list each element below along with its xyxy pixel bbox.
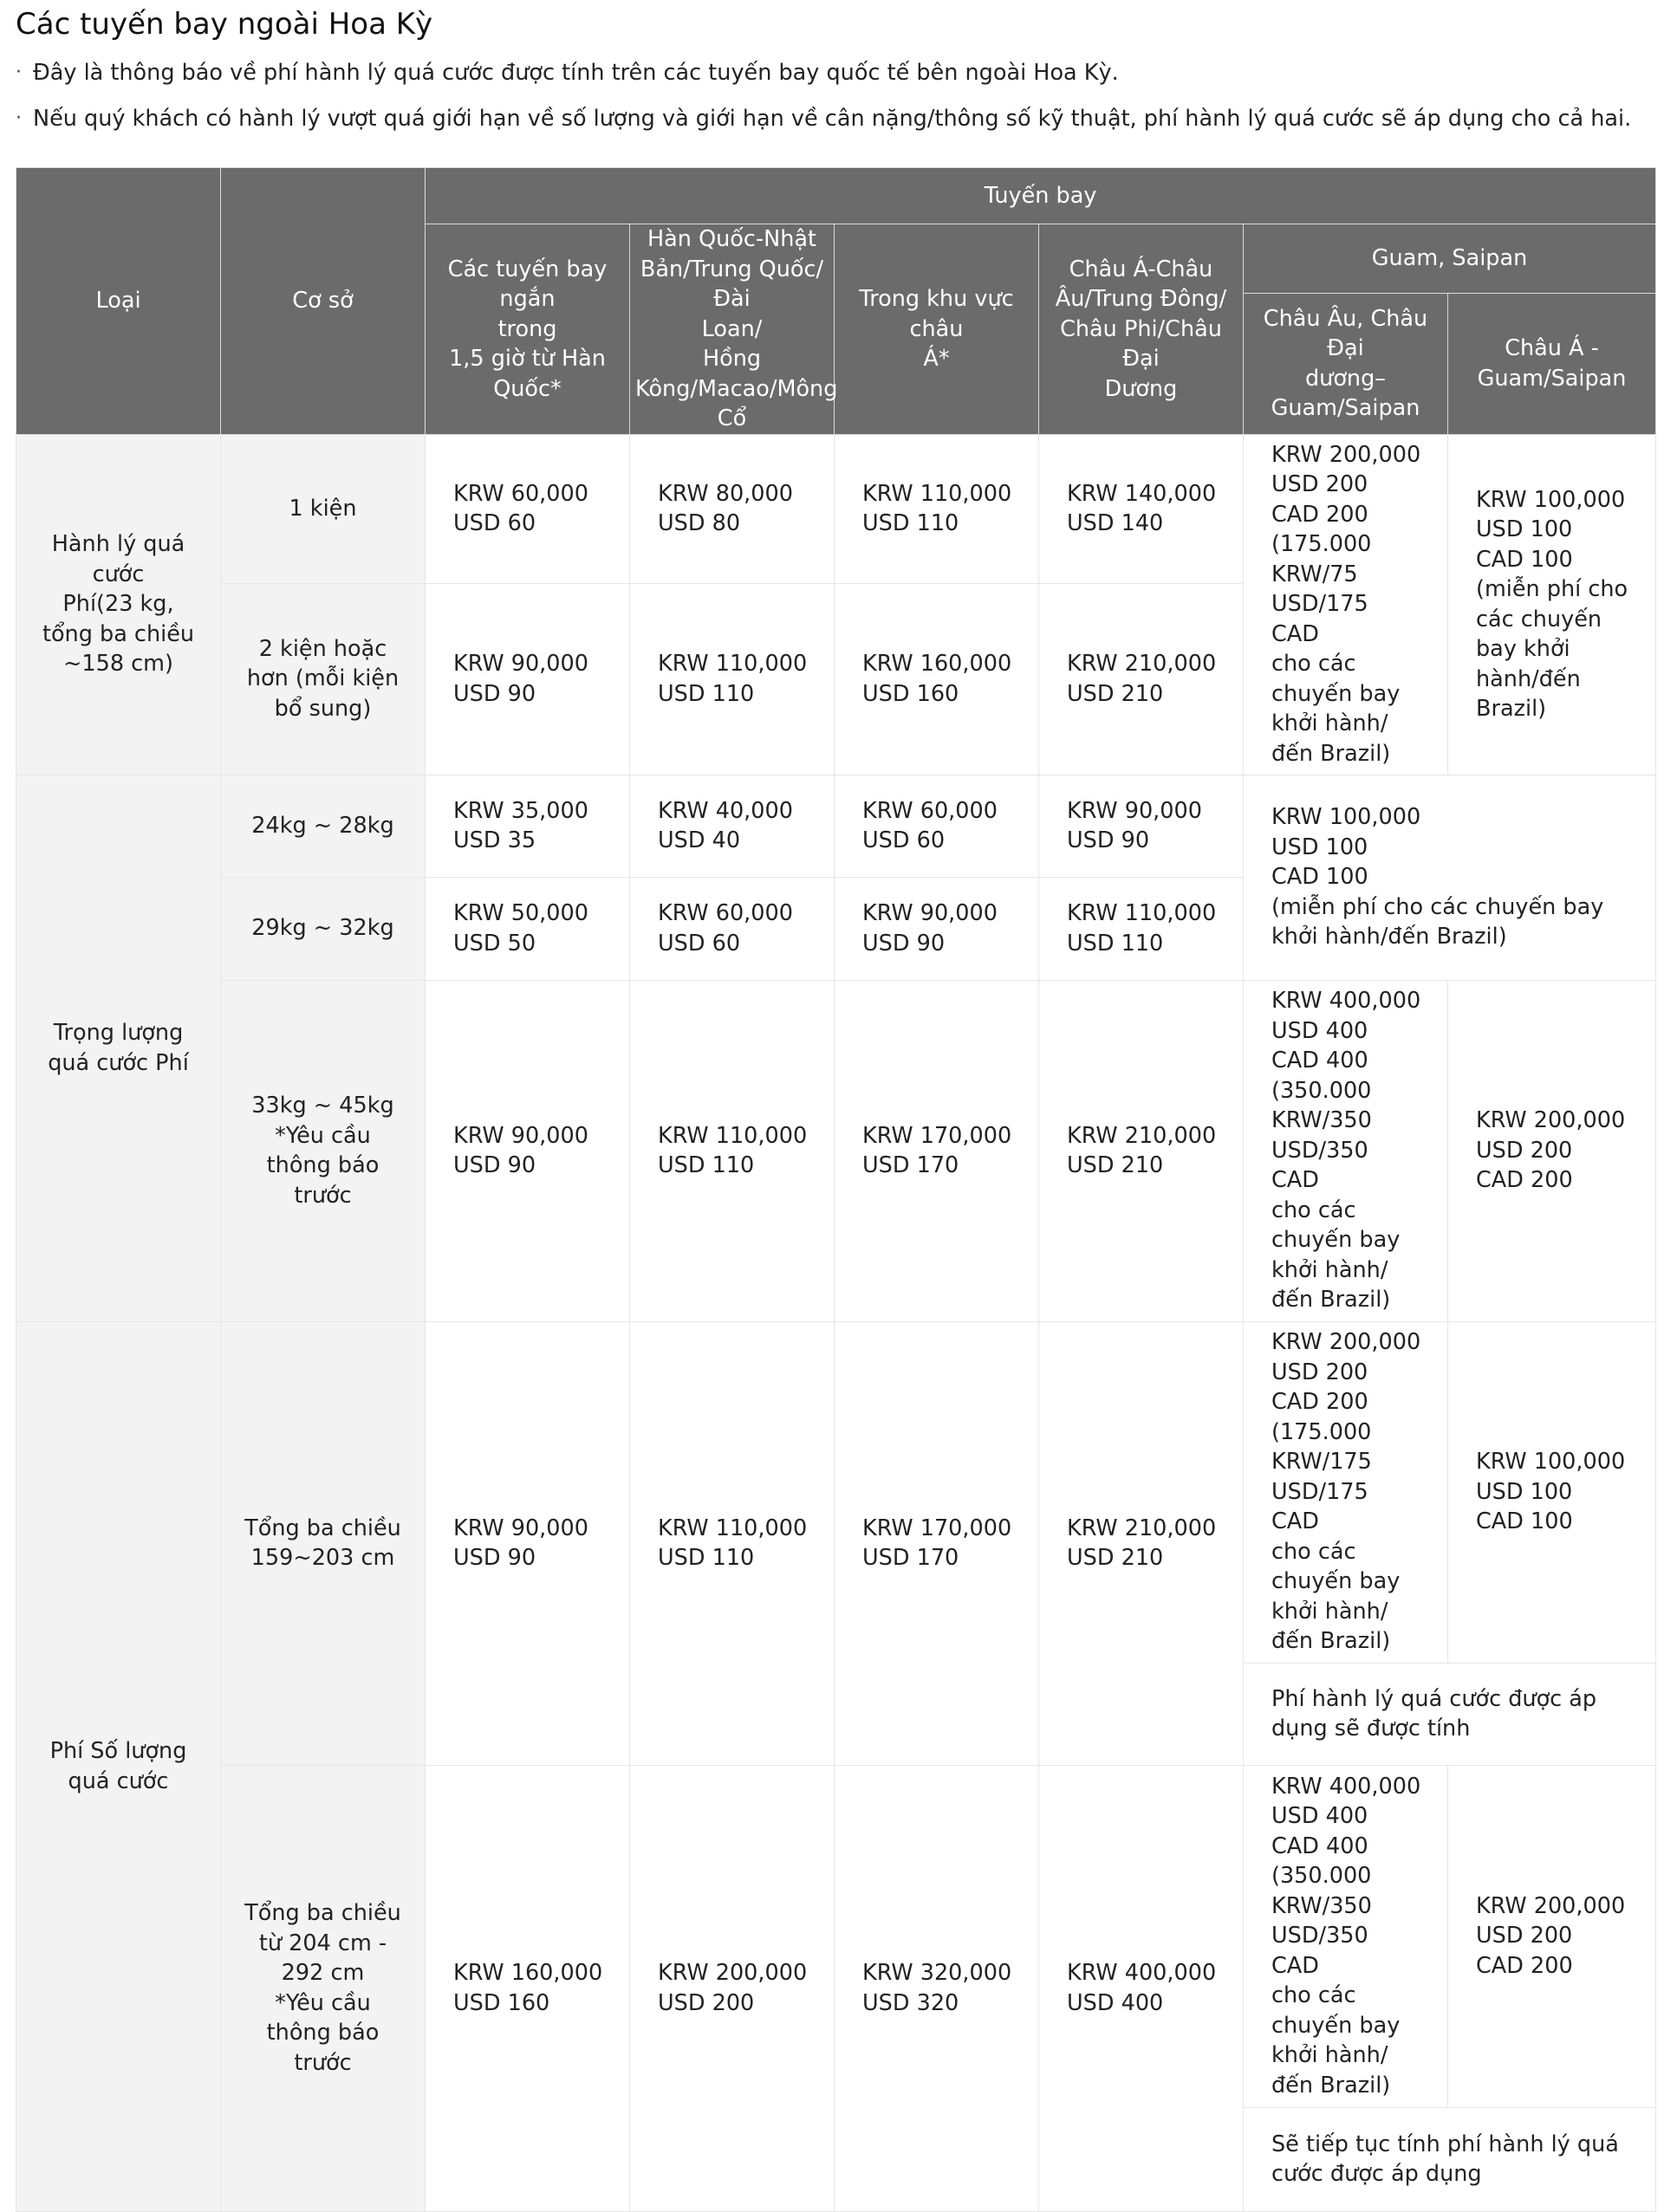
fee-cell: KRW 200,000 USD 200 CAD 200 (175.000 KRW/75 USD/175 CAD cho các chuyến bay khởi hành/ đến Brazil): [1244, 434, 1448, 775]
header-routes: Tuyến bay: [426, 168, 1656, 224]
table-row: [16, 1321, 1656, 1663]
header-within-asia: Trong khu vực châu Á*: [835, 224, 1039, 435]
fee-cell: KRW 170,000 USD 170: [835, 980, 1039, 1321]
fee-cell: KRW 160,000 USD 160: [426, 1765, 630, 2211]
fee-cell: KRW 90,000 USD 90: [426, 583, 630, 775]
category-excess-baggage: Hành lý quá cước Phí(23 kg, tổng ba chiều ~158 cm): [16, 434, 221, 775]
bullet-icon: ·: [16, 62, 22, 83]
basis-cell: 29kg ~ 32kg: [221, 877, 426, 980]
header-europe-oceania-guam: Châu Âu, Châu Đại dương– Guam/Saipan: [1244, 294, 1448, 434]
fee-cell: KRW 100,000 USD 100 CAD 100 (miễn phí cho các chuyến bay khởi hành/đến Brazil): [1448, 434, 1656, 775]
fee-cell: KRW 210,000 USD 210: [1039, 583, 1244, 775]
fee-cell: KRW 210,000 USD 210: [1039, 1321, 1244, 1765]
table-row: [16, 775, 1656, 877]
fee-cell: KRW 160,000 USD 160: [835, 583, 1039, 775]
category-overweight: Trọng lượng quá cước Phí: [16, 775, 221, 1321]
fee-cell: KRW 400,000 USD 400: [1039, 1765, 1244, 2211]
category-oversize: Phí Số lượng quá cước: [16, 1321, 221, 2211]
fee-note-cell: Sẽ tiếp tục tính phí hành lý quá cước được áp dụng: [1244, 2107, 1656, 2211]
fee-cell: KRW 60,000 USD 60: [630, 877, 835, 980]
fee-cell: KRW 50,000 USD 50: [426, 877, 630, 980]
fee-cell: KRW 60,000 USD 60: [835, 775, 1039, 877]
basis-cell: 1 kiện: [221, 434, 426, 583]
fee-cell: KRW 110,000 USD 110: [630, 980, 835, 1321]
header-basis: Cơ sở: [221, 168, 426, 435]
fee-cell: KRW 90,000 USD 90: [426, 980, 630, 1321]
header-guam-saipan: Guam, Saipan: [1244, 224, 1656, 294]
basis-cell: Tổng ba chiều 159~203 cm: [221, 1321, 426, 1765]
note-text: Đây là thông báo về phí hành lý quá cước được tính trên các tuyến bay quốc tế bên ngoài Hoa Kỳ.: [33, 60, 1119, 86]
fee-cell: KRW 40,000 USD 40: [630, 775, 835, 877]
basis-cell: Tổng ba chiều từ 204 cm - 292 cm *Yêu cầu thông báo trước: [221, 1765, 426, 2211]
fee-cell: KRW 80,000 USD 80: [630, 434, 835, 583]
table-row: [16, 1765, 1656, 2107]
note-text: Nếu quý khách có hành lý vượt quá giới hạn về số lượng và giới hạn về cân nặng/thông số kỹ thuật, phí hành lý quá cước sẽ áp dụng cho cả hai.: [33, 106, 1632, 132]
notes-list: [16, 57, 1654, 149]
header-type: Loại: [16, 168, 221, 435]
basis-cell: 24kg ~ 28kg: [221, 775, 426, 877]
basis-cell: 2 kiện hoặc hơn (mỗi kiện bổ sung): [221, 583, 426, 775]
fee-cell: KRW 110,000 USD 110: [630, 583, 835, 775]
fee-cell: KRW 200,000 USD 200 CAD 200 (175.000 KRW/175 USD/175 CAD cho các chuyến bay khởi hành/ đến Brazil): [1244, 1321, 1448, 1663]
fee-cell: KRW 90,000 USD 90: [426, 1321, 630, 1765]
note-item: [16, 103, 1654, 134]
excess-baggage-fee-table: [16, 167, 1656, 2212]
fee-cell: KRW 100,000 USD 100 CAD 100: [1448, 1321, 1656, 1663]
fee-cell: KRW 400,000 USD 400 CAD 400 (350.000 KRW/350 USD/350 CAD cho các chuyến bay khởi hành/ đến Brazil): [1244, 1765, 1448, 2107]
table-row: [16, 980, 1656, 1321]
fee-note-cell: Phí hành lý quá cước được áp dụng sẽ được tính: [1244, 1663, 1656, 1765]
fee-cell: KRW 320,000 USD 320: [835, 1765, 1039, 2211]
bullet-icon: ·: [16, 107, 22, 129]
note-item: [16, 57, 1654, 88]
header-asia-europe: Châu Á-Châu Âu/Trung Đông/ Châu Phi/Châu Đại Dương: [1039, 224, 1244, 435]
fee-cell: KRW 90,000 USD 90: [835, 877, 1039, 980]
fee-cell: KRW 90,000 USD 90: [1039, 775, 1244, 877]
fee-cell: KRW 110,000 USD 110: [1039, 877, 1244, 980]
fee-cell: KRW 140,000 USD 140: [1039, 434, 1244, 583]
fee-cell: KRW 200,000 USD 200 CAD 200: [1448, 1765, 1656, 2107]
fee-cell: KRW 110,000 USD 110: [835, 434, 1039, 583]
fee-cell: KRW 60,000 USD 60: [426, 434, 630, 583]
header-korea-japan-china: Hàn Quốc-Nhật Bản/Trung Quốc/Đài Loan/ Hồng Kông/Macao/Mông Cổ: [630, 224, 835, 435]
fee-cell: KRW 210,000 USD 210: [1039, 980, 1244, 1321]
fee-cell: KRW 170,000 USD 170: [835, 1321, 1039, 1765]
header-asia-guam: Châu Á - Guam/Saipan: [1448, 294, 1656, 434]
basis-cell: 33kg ~ 45kg *Yêu cầu thông báo trước: [221, 980, 426, 1321]
fee-cell: KRW 110,000 USD 110: [630, 1321, 835, 1765]
fee-cell: KRW 100,000 USD 100 CAD 100 (miễn phí cho các chuyến bay khởi hành/đến Brazil): [1244, 775, 1656, 980]
header-short-routes: Các tuyến bay ngắn trong 1,5 giờ từ Hàn Quốc*: [426, 224, 630, 435]
fee-cell: KRW 200,000 USD 200: [630, 1765, 835, 2211]
fee-cell: KRW 400,000 USD 400 CAD 400 (350.000 KRW/350 USD/350 CAD cho các chuyến bay khởi hành/ đến Brazil): [1244, 980, 1448, 1321]
page-title: Các tuyến bay ngoài Hoa Kỳ: [16, 7, 433, 42]
fee-cell: KRW 200,000 USD 200 CAD 200: [1448, 980, 1656, 1321]
table-row: [16, 434, 1656, 583]
fee-cell: KRW 35,000 USD 35: [426, 775, 630, 877]
